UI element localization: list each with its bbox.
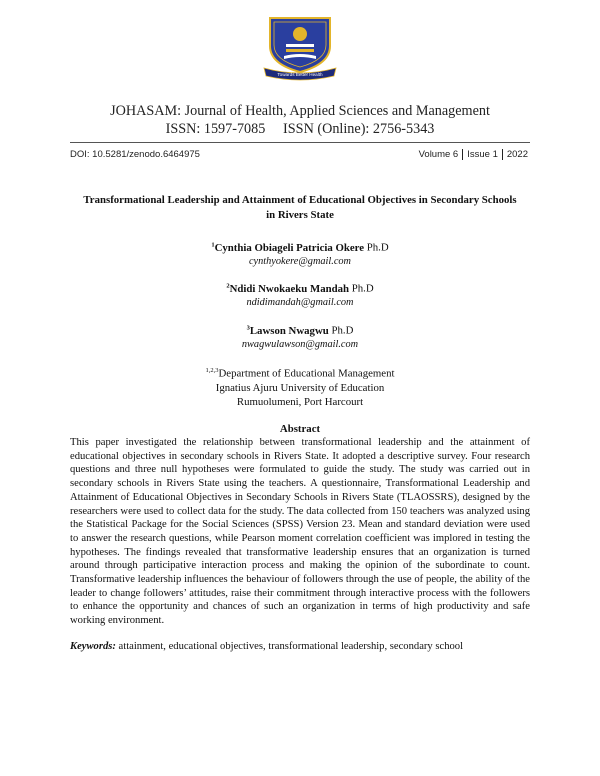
author-name: Lawson Nwagwu: [249, 324, 329, 337]
author-degree: Ph.D: [364, 241, 389, 254]
keywords: [70, 641, 530, 652]
affiliation: [0, 364, 600, 409]
author-name: Ndidi Nwokaeku Mandah: [229, 282, 350, 295]
separator: [502, 149, 503, 160]
issue-info: [419, 149, 528, 160]
header-divider: [70, 142, 530, 143]
article-title: Transformational Leadership and Attainment of Educational Objectives in Secondary Schools in Rivers State: [83, 194, 517, 221]
keywords-label: Keywords:: [70, 641, 116, 652]
keywords-list: attainment, educational objectives, transformational leadership, secondary school: [115, 641, 464, 652]
author-3-email[interactable]: nwagwulawson@gmail.com: [241, 339, 359, 350]
department: $^{1,2,3}$Department of Educational Management: [205, 367, 395, 380]
author-2: $^2$Ndidi Nwokaeku Mandah Ph.D: [226, 282, 374, 295]
year-label: 2022: [506, 149, 528, 161]
author-1-email[interactable]: cynthyokere@gmail.com: [248, 256, 351, 267]
university: Ignatius Ajuru University of Education: [215, 381, 385, 394]
abstract-heading: Abstract: [279, 423, 321, 435]
university-crest-icon: [262, 12, 338, 82]
doi-link[interactable]: DOI: 10.5281/zenodo.6464975: [70, 149, 200, 160]
issue-label: Issue 1: [467, 149, 498, 161]
separator: [462, 149, 463, 160]
author-3: $^3$Lawson Nwagwu Ph.D: [246, 324, 354, 337]
location: Rumuolumeni, Port Harcourt: [236, 395, 364, 408]
author-1: $^1$Cynthia Obiageli Patricia Okere Ph.D: [211, 241, 389, 254]
volume-label: Volume 6: [418, 149, 459, 161]
svg-text:Towards Better Health: Towards Better Health: [277, 72, 323, 77]
author-degree: Ph.D: [328, 324, 354, 337]
author-degree: Ph.D: [349, 282, 374, 295]
abstract-body: This paper investigated the relationship between transformational leadership and the attainment of educational objectives in secondary schools in Rivers State. It adopted a descriptive survey. Four research questions and three null hypotheses were formulated to guide the study. The study was carried out in secondary schools in Rivers State using the teachers. A questionnaire, Transformational Leadership and Attainment of Educational Objectives in Secondary Schools in Rivers State (TLAOSSRS), designed by the researchers were used to collect data for the study. The data collected from 150 teachers was analyzed using the Statistical Package for the Social Sciences (SPSS) Version 23. Mean and standard deviation were used to answer the research questions, while Pearson moment correlation coefficient was implored in testing the hypotheses. The findings revealed that transformative leadership ensures that an organization is turned around through participative interaction process and making the opinion of the subordinate to count. Transformative leadership influences the behaviour of followers through the use of people, the ability of the leader to change followers’ attitudes, raise their commitment through interactive process with the followers to enhance the opportunity and chances of such an organization in terms of high productivity and safe working environment.: [70, 437, 530, 627]
journal-name: JOHASAM: Journal of Health, Applied Sciences and Management: [110, 103, 490, 119]
journal-logo: [262, 12, 338, 82]
author-2-email[interactable]: ndidimandah@gmail.com: [246, 297, 354, 308]
journal-issn: ISSN: 1597-7085 ISSN (Online): 2756-5343: [165, 121, 435, 137]
author-name: Cynthia Obiageli Patricia Okere: [214, 241, 365, 254]
